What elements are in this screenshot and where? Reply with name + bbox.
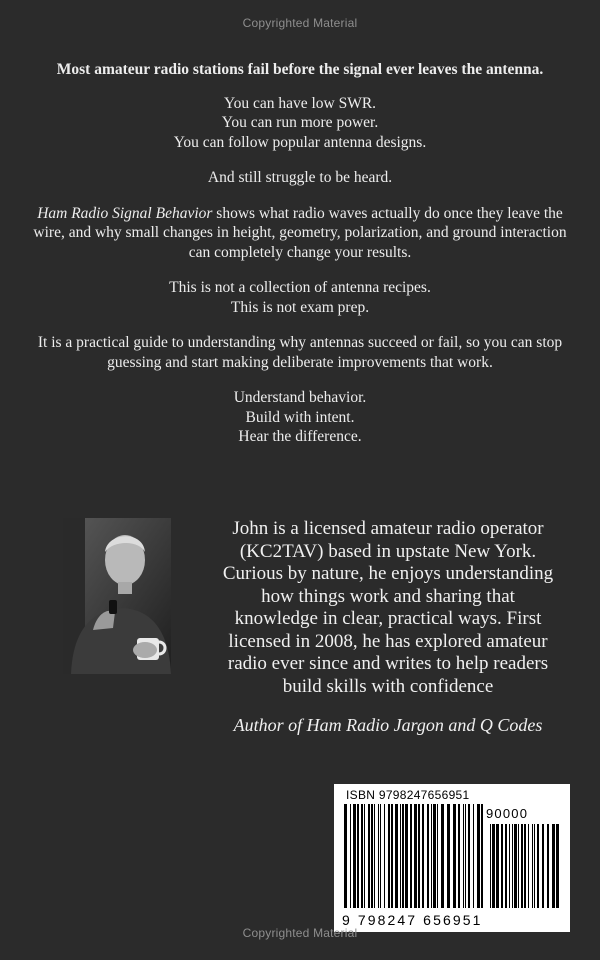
barcode-bar <box>361 804 363 908</box>
barcode-bar <box>492 824 495 908</box>
closing-line: Hear the difference. <box>238 428 362 445</box>
barcode-bar <box>427 804 429 908</box>
barcode-bar <box>505 824 507 908</box>
barcode-bar <box>391 804 393 908</box>
barcode-bar <box>521 824 523 908</box>
barcode-bar <box>402 804 404 908</box>
barcode-bar <box>433 804 436 908</box>
barcode-bar <box>514 824 517 908</box>
barcode-bar <box>364 804 365 908</box>
barcode-bar <box>534 824 535 908</box>
price-code: 90000 <box>486 806 529 821</box>
barcode-bar <box>410 804 412 908</box>
isbn-label: ISBN 9798247656951 <box>346 788 470 802</box>
blurb-closing <box>30 388 570 447</box>
barcode-bar <box>490 824 491 908</box>
watermark-top: Copyrighted Material <box>242 16 358 30</box>
barcode-bar <box>496 824 499 908</box>
barcode-bar <box>388 804 390 908</box>
closing-line: Understand behavior. <box>233 389 367 406</box>
barcode-bar <box>378 804 379 908</box>
barcode-bar <box>556 824 559 908</box>
claim-line: You can run more power. <box>221 114 379 131</box>
barcode-bar <box>542 824 544 908</box>
barcode-bar <box>422 804 424 908</box>
barcode-bar <box>537 824 539 908</box>
author-credit: Author of Ham Radio Jargon and Q Codes <box>233 715 543 735</box>
barcode-bar <box>547 824 549 908</box>
barcode-bar <box>437 804 438 908</box>
barcode-bar <box>512 824 513 908</box>
barcode-bar <box>431 804 432 908</box>
barcode-bar <box>344 804 347 908</box>
watermark-bottom: Copyrighted Material <box>242 926 358 940</box>
not-line: This is not exam prep. <box>230 298 370 316</box>
claim-line: You can have low SWR. <box>223 94 377 112</box>
barcode-bar <box>405 804 408 908</box>
addon-barcode-bars <box>490 824 560 908</box>
back-cover-blurb <box>30 60 570 463</box>
book-title: Ham Radio Signal Behavior <box>37 204 213 222</box>
author-photo <box>63 518 171 674</box>
barcode-bar <box>468 804 470 908</box>
barcode-bar <box>458 804 460 908</box>
barcode-bar <box>532 824 533 908</box>
barcode-bar <box>463 804 464 908</box>
ean-digits: 9 798247 656951 <box>342 912 483 928</box>
barcode-bar <box>447 804 450 908</box>
barcode-bar <box>374 804 375 908</box>
author-bio-block <box>218 518 558 737</box>
barcode-bar <box>395 804 398 908</box>
blurb-description <box>30 204 570 263</box>
barcode-bar <box>353 804 356 908</box>
barcode-bar <box>509 824 510 908</box>
barcode-bar <box>400 804 401 908</box>
barcode-bar <box>552 824 555 908</box>
ean-barcode-bars <box>344 804 484 908</box>
barcode-bar <box>350 804 351 908</box>
claim-line: You can follow popular antenna designs. <box>173 133 427 151</box>
barcode-bar <box>481 804 483 908</box>
barcode-bar <box>357 804 359 908</box>
isbn-barcode <box>334 784 570 932</box>
barcode-bar <box>368 804 370 908</box>
barcode-bar <box>528 824 529 908</box>
barcode-bar <box>441 804 444 908</box>
blurb-claims <box>30 94 570 153</box>
barcode-bar <box>473 804 474 908</box>
barcode-bar <box>418 804 420 908</box>
barcode-bar <box>524 824 526 908</box>
barcode-bar <box>465 804 466 908</box>
barcode-bar <box>477 804 480 908</box>
blurb-lead: Most amateur radio stations fail before the signal ever leaves the antenna. <box>56 61 544 78</box>
author-bio: John is a licensed amateur radio operator (KC2TAV) based in upstate New York. Curious by nature, he enjoys understanding how things work and sharing that knowledge in clear, practical ways. First licensed in 2008, he has explored amateur radio ever since and writes to help readers build skills with confidence <box>222 518 554 697</box>
blurb-not-lines <box>30 278 570 317</box>
closing-line: Build with intent. <box>245 408 355 426</box>
barcode-bar <box>371 804 373 908</box>
barcode-bar <box>384 804 385 908</box>
barcode-bar <box>518 824 519 908</box>
barcode-bar <box>501 824 503 908</box>
description-text: shows what radio waves actually do once they leave the wire, and why small changes in height, geometry, polarization, and ground interaction can completely change your results. <box>33 204 567 261</box>
barcode-bar <box>414 804 417 908</box>
barcode-bar <box>453 804 456 908</box>
not-line: This is not a collection of antenna recipes. <box>169 279 431 296</box>
barcode-bar <box>380 804 381 908</box>
blurb-guide: It is a practical guide to understanding why antennas succeed or fail, so you can stop guessing and start making deliberate improvements that work. <box>37 334 563 371</box>
blurb-struggle: And still struggle to be heard. <box>207 169 393 186</box>
